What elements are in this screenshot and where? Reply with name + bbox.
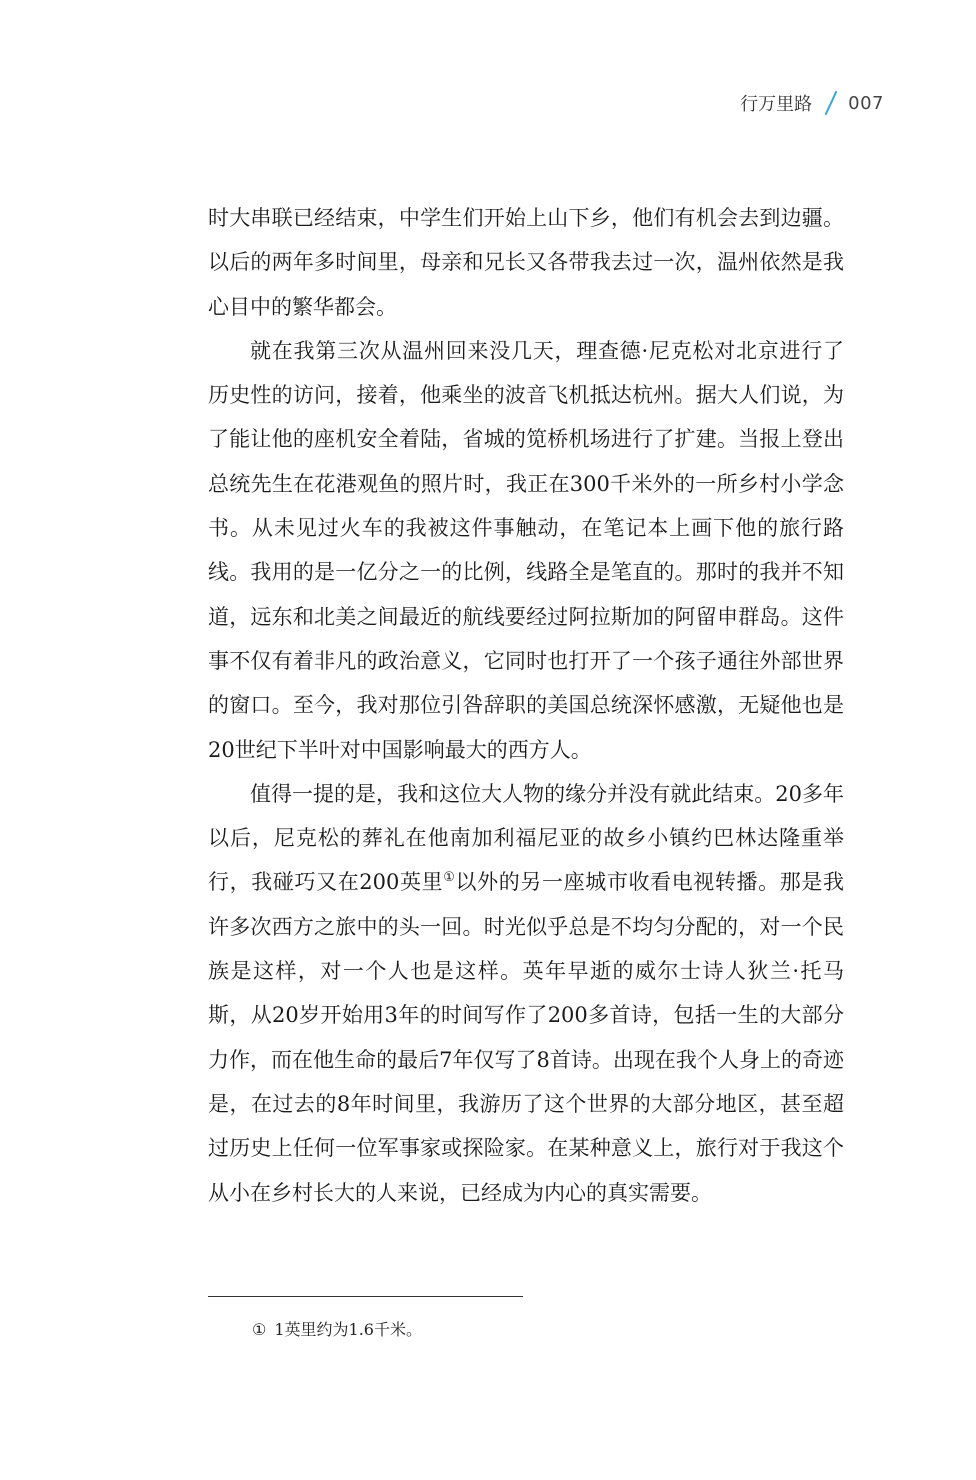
footnote: [252, 1318, 422, 1342]
footnote-divider: [208, 1296, 523, 1297]
paragraph-3-part-1: 值得一提的是，我和这位大人物的缘分并没有就此结束。20多年以后，尼克松的葬礼在他南加利福尼亚的故乡小镇约巴林达隆重举行，我碰巧又在200英里: [208, 781, 844, 895]
paragraph-3-part-2: 以外的另一座城市收看电视转播。那是我许多次西方之旅中的头一回。时光似乎总是不均匀分配的，对一个民族是这样，对一个人也是这样。英年早逝的威尔士诗人狄兰·托马斯，从20岁开始用3年的时间写作了200多首诗，包括一生的大部分力作，而在他生命的最后7年仅写了8首诗。出现在我个人身上的奇迹是，在过去的8年时间里，我游历了这个世界的大部分地区，甚至超过历史上任何一位军事家或探险家。在某种意义上，旅行对于我这个从小在乡村长大的人来说，已经成为内心的真实需要。: [208, 870, 845, 1205]
footnote-reference: ①: [443, 870, 456, 886]
running-header: [740, 88, 884, 118]
paragraph-2: 就在我第三次从温州回来没几天，理查德·尼克松对北京进行了历史性的访问，接着，他乘坐的波音飞机抵达杭州。据大人们说，为了能让他的座机安全着陆，省城的笕桥机场进行了扩建。当报上登出总统先生在花港观鱼的照片时，我正在300千米外的一所乡村小学念书。从未见过火车的我被这件事触动，在笔记本上画下他的旅行路线。我用的是一亿分之一的比例，线路全是笔直的。那时的我并不知道，远东和北美之间最近的航线要经过阿拉斯加的阿留申群岛。这件事不仅有着非凡的政治意义，它同时也打开了一个孩子通往外部世界的窗口。至今，我对那位引咎辞职的美国总统深怀感激，无疑他也是20世纪下半叶对中国影响最大的西方人。: [208, 338, 844, 762]
footnote-mark: ①: [252, 1320, 267, 1339]
chapter-title: 行万里路: [740, 94, 813, 115]
body-text: [208, 196, 844, 1215]
page-number: 007: [848, 92, 884, 114]
header-divider: [825, 91, 838, 115]
footnote-text: 1英里约为1.6千米。: [274, 1320, 422, 1339]
paragraph-1: 时大串联已经结束，中学生们开始上山下乡，他们有机会去到边疆。以后的两年多时间里，母亲和兄长又各带我去过一次，温州依然是我心目中的繁华都会。: [208, 206, 844, 319]
paragraph-3: [208, 772, 844, 1215]
